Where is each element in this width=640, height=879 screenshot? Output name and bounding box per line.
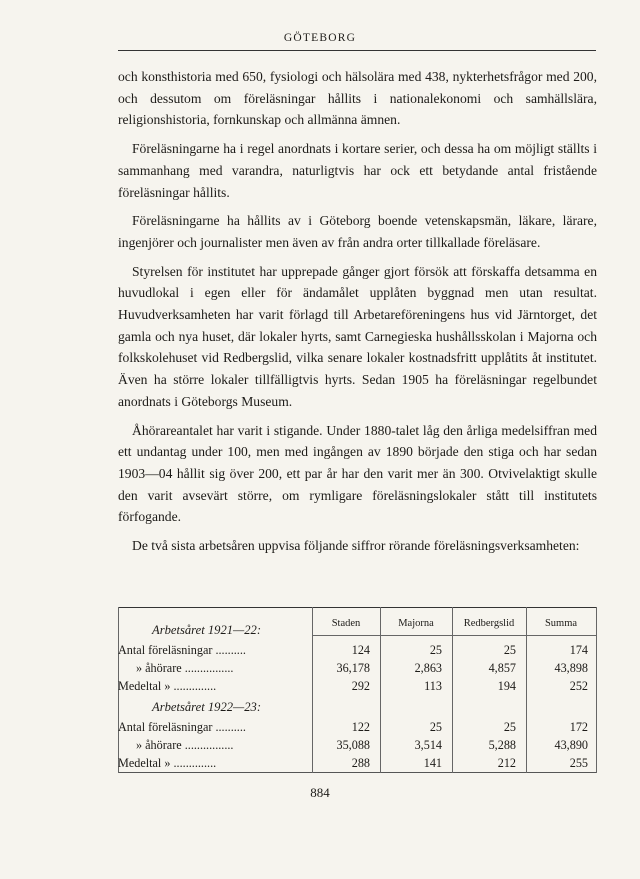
cell-redbergslid: 5,288	[488, 738, 516, 752]
column-header-majorna: Majorna	[398, 618, 434, 629]
cell-redbergslid: 194	[497, 679, 516, 693]
row-label: » åhörare ................	[136, 661, 234, 675]
row-label: Antal föreläsningar ..........	[118, 720, 246, 734]
cell-summa: 43,890	[554, 738, 588, 752]
cell-staden: 288	[351, 756, 370, 770]
header-underline	[312, 635, 597, 636]
body-text	[118, 66, 597, 557]
cell-summa: 174	[569, 643, 588, 657]
cell-majorna: 25	[429, 720, 442, 734]
statistics-table	[118, 607, 597, 773]
cell-summa: 255	[569, 756, 588, 770]
cell-majorna: 25	[429, 643, 442, 657]
row-label: Medeltal » ..............	[118, 679, 217, 693]
section-title: Arbetsåret 1921—22:	[152, 623, 262, 637]
cell-majorna: 2,863	[414, 661, 442, 675]
cell-summa: 43,898	[554, 661, 588, 675]
paragraph: De två sista arbetsåren uppvisa följande siffror rörande föreläsningsverksamheten:	[132, 538, 580, 554]
cell-staden: 36,178	[336, 661, 370, 675]
column-header-summa: Summa	[544, 618, 578, 629]
row-label: Medeltal » ..............	[118, 756, 217, 770]
cell-redbergslid: 212	[497, 756, 516, 770]
cell-summa: 252	[569, 679, 588, 693]
table-row	[118, 719, 597, 735]
row-label: Antal föreläsningar ..........	[118, 643, 246, 657]
cell-summa: 172	[569, 720, 588, 734]
cell-redbergslid: 4,857	[488, 661, 516, 675]
paragraph: och konsthistoria med 650, fysiologi och hälsolära med 438, nykterhetsfrågor med 200, och dessutom om föreläsningar hållits i nationalekonomi och samhällslära, religionshistoria, fornkunskap och allmänna ämnen.	[118, 69, 597, 128]
column-header-staden: Staden	[331, 618, 361, 629]
paragraph: Åhörareantalet har varit i stigande. Under 1880-talet låg den årliga medelsiffran med ett undantag under 100, men med ingången av 1890 började den stiga och har sedan 1903—04 hållit sig över 200, ett par år har den varit mer än 300. Otvivelaktigt skulle den varit avsevärt större, om rymligare föreläsningslokaler stått till institutets förfogande.	[118, 422, 597, 525]
cell-staden: 124	[351, 643, 370, 657]
cell-majorna: 113	[424, 679, 442, 693]
row-label: » åhörare ................	[136, 738, 234, 752]
table-row	[118, 678, 597, 694]
table-row	[118, 642, 597, 658]
section-title: Arbetsåret 1922—23:	[152, 700, 262, 714]
running-header: GÖTEBORG	[283, 32, 357, 44]
page-number: 884	[310, 785, 330, 800]
cell-redbergslid: 25	[503, 720, 516, 734]
table-row	[118, 755, 597, 771]
cell-majorna: 3,514	[414, 738, 442, 752]
cell-staden: 122	[351, 720, 370, 734]
table-row	[118, 660, 597, 676]
table-row	[118, 737, 597, 753]
cell-redbergslid: 25	[503, 643, 516, 657]
header-rule	[118, 50, 596, 51]
paragraph: Föreläsningarne ha hållits av i Göteborg boende vetenskapsmän, läkare, lärare, ingenjörer och journalister men även av från andra orter tillkallade föreläsare.	[118, 213, 597, 250]
column-header-redbergslid: Redbergslid	[463, 618, 515, 629]
paragraph: Föreläsningarne ha i regel anordnats i kortare serier, och dessa ha om möjligt ställts i sammanhang med varandra, naturligtvis har ock ett betydande antal fristående föreläsningar hållits.	[118, 141, 597, 200]
cell-staden: 35,088	[336, 738, 370, 752]
cell-majorna: 141	[423, 756, 442, 770]
paragraph: Styrelsen för institutet har upprepade gånger gjort försök att förskaffa detsamma en huvudlokal i egen eller för ändamålet upplåten byggnad men utan resultat. Huvudverksamheten har varit förlagd till Arbetareföreningens hus vid Järntorget, det gamla och nya huset, där lokaler hyrts, samt Carnegieska hushållsskolan i Majorna och folkskolehuset vid Redbergslid, vilka senare lokaler kostnadsfritt upplåtits åt institutet. Även ha större lokaler tillfälligtvis hyrts. Sedan 1905 ha föreläsningar regelbundet anordnats i Göteborgs Museum.	[118, 263, 597, 409]
cell-staden: 292	[351, 679, 370, 693]
